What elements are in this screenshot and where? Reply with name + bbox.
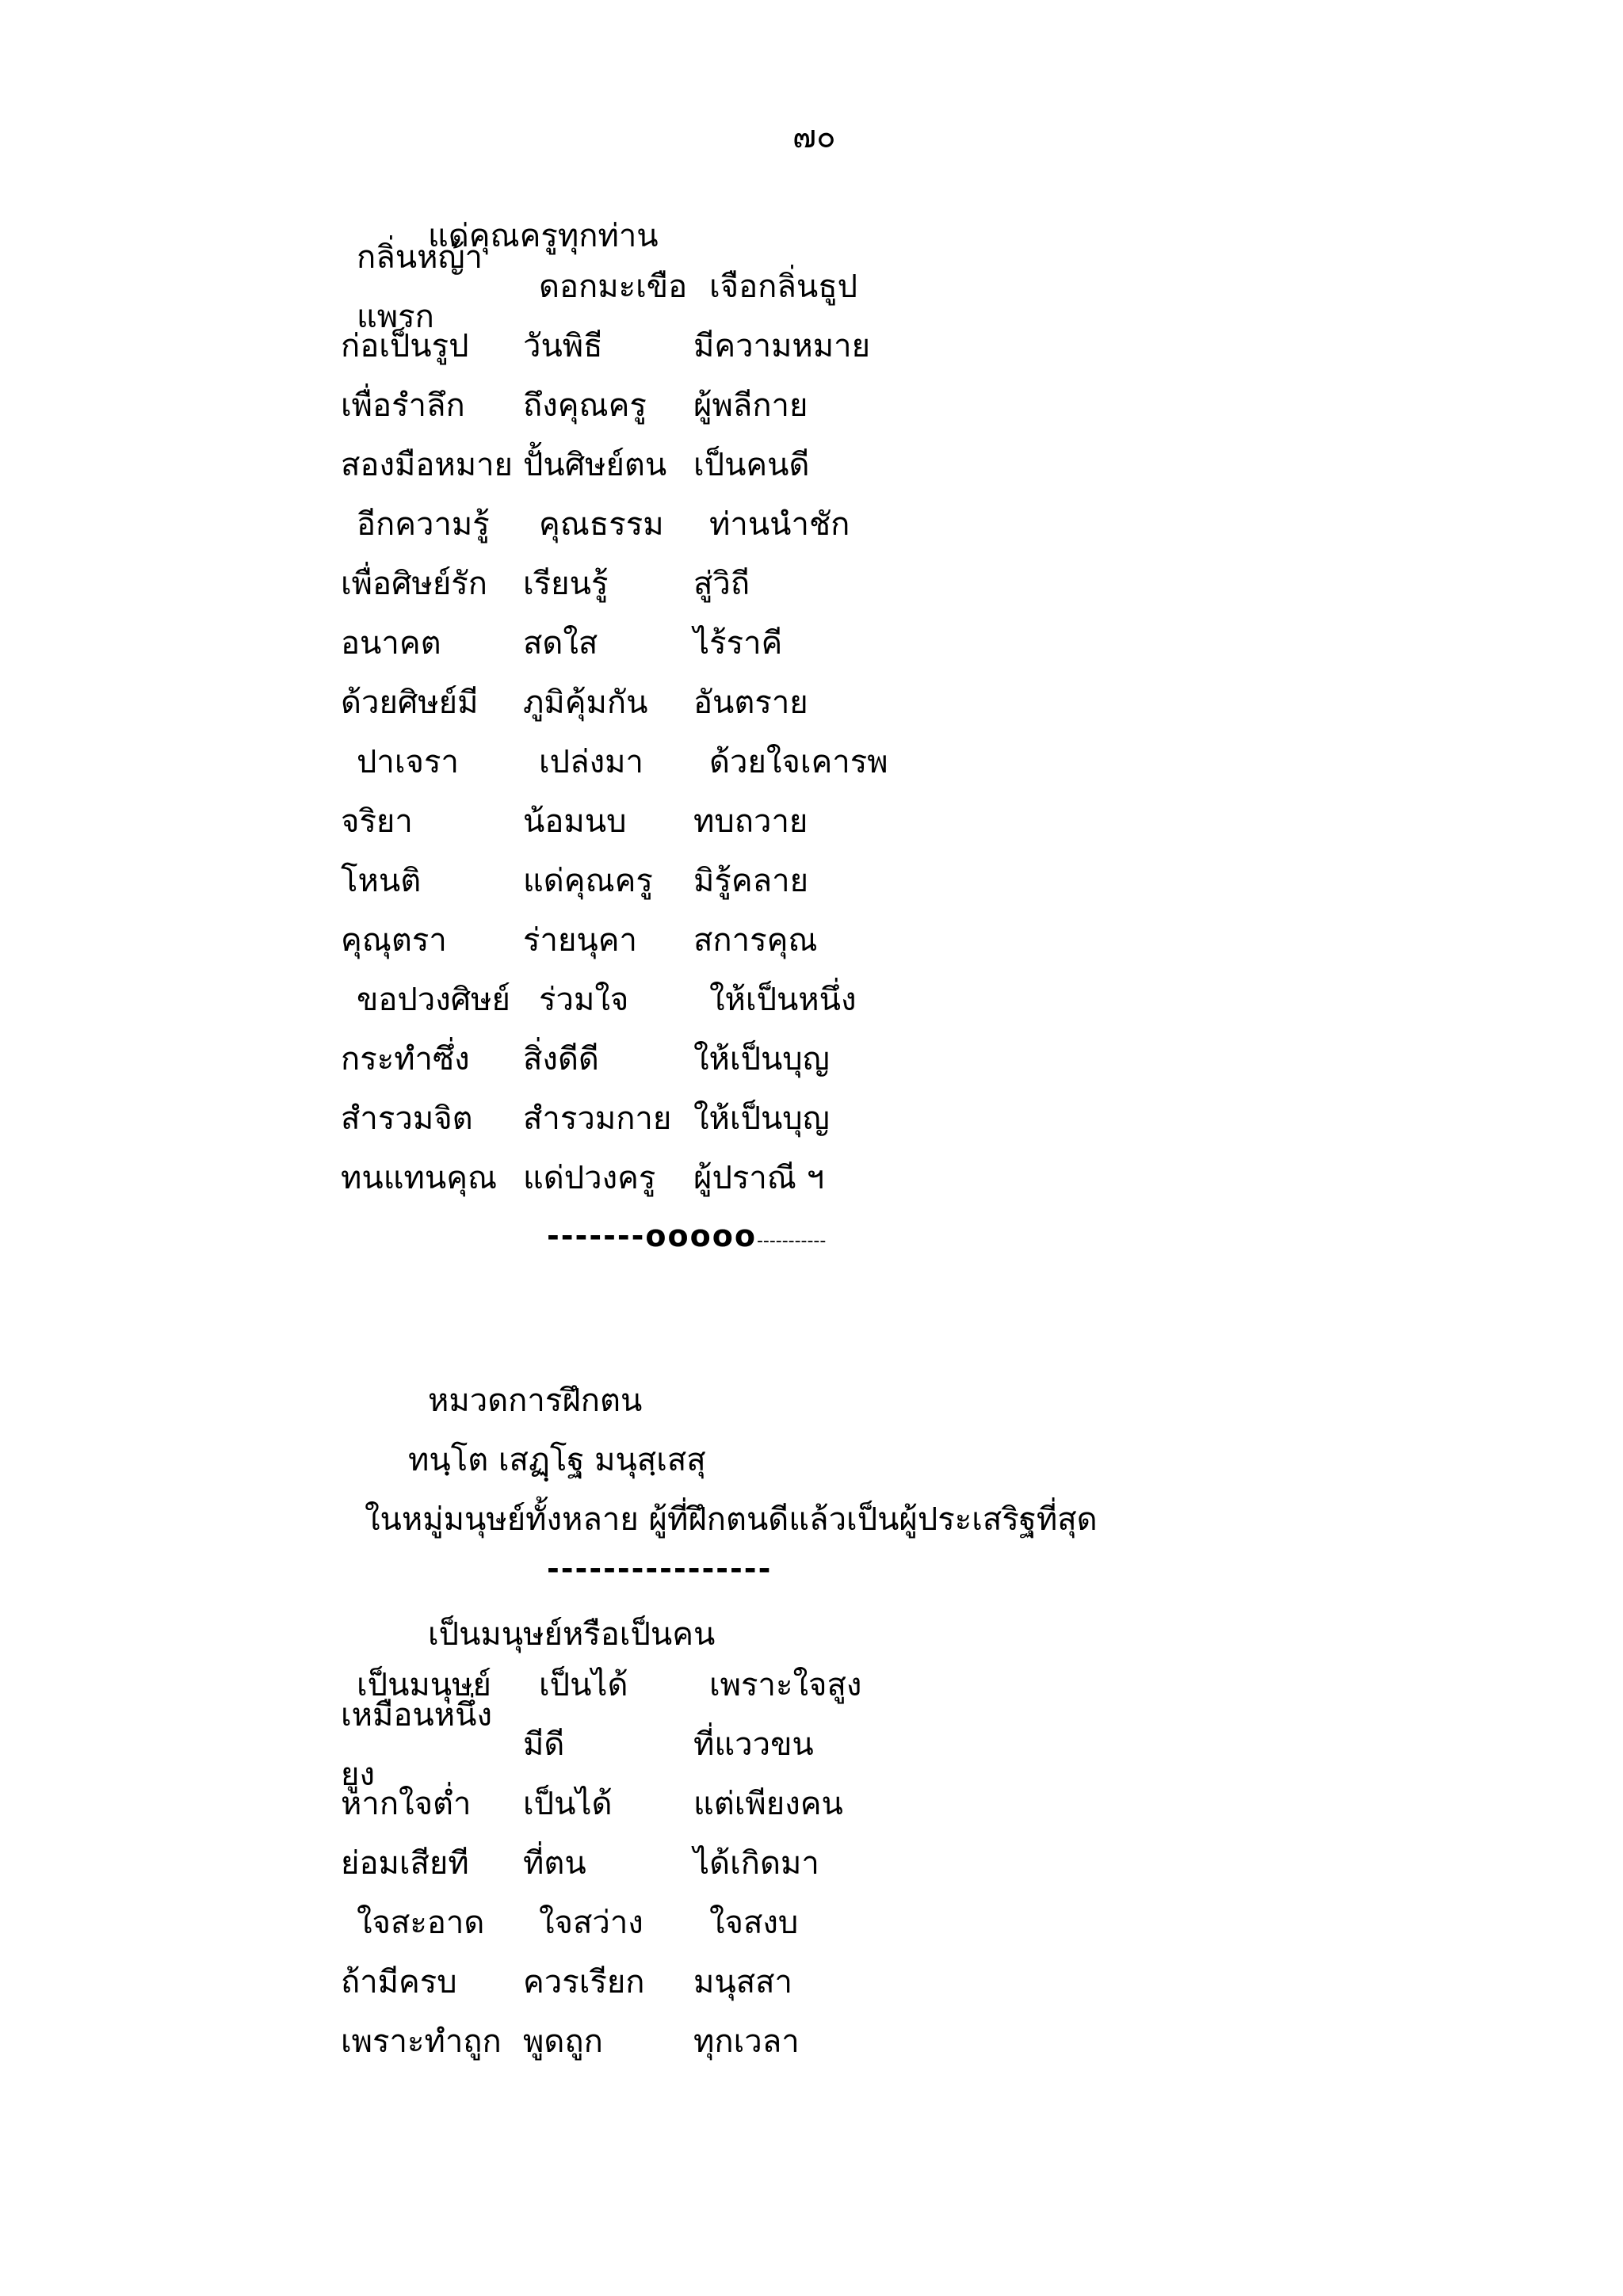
poem-title: แด่คุณครูทุกท่าน [428,218,659,254]
verse-phrase: คุณุตรา [341,922,447,959]
verse-phrase: ที่แววขน [693,1726,814,1763]
verse-phrase: ด้วยใจเคารพ [709,744,888,780]
poem-line [341,495,1292,555]
verse-phrase: อีกความรู้ [357,506,490,543]
verse-phrase: พูดถูก [523,2023,603,2060]
pali-motto: ทนฺโต เสฏฺโฐ มนุสฺเสสุ [408,1442,706,1478]
verse-phrase: เพื่อศิษย์รัก [341,566,487,602]
verse-phrase: ผู้ปราณี ฯ [693,1160,825,1196]
poem-line [341,911,1292,971]
verse-phrase: สิ่งดีดี [523,1041,599,1077]
verse-phrase: ที่ตน [523,1845,586,1882]
verse-phrase: สู่วิถี [693,566,750,602]
poem-line [341,1775,1292,1834]
verse-phrase: เป็นมนุษย์ [357,1667,491,1703]
verse-phrase: ไร้ราคี [693,625,783,662]
verse-phrase: ให้เป็นบุญ [693,1100,830,1137]
verse-phrase: มนุสสา [693,1964,792,2000]
verse-phrase: เพื่อรำลึก [341,387,465,424]
verse-phrase: แด่คุณครู [523,863,653,899]
verse-phrase: กระทำซึ่ง [341,1041,470,1077]
verse-phrase: อันตราย [693,685,808,721]
verse-phrase: เรียนรู้ [523,566,609,602]
poem-line [341,971,1292,1030]
verse-phrase: ร่ายนุคา [523,922,637,959]
verse-phrase: สดใส [523,625,598,662]
poem-line [341,1089,1292,1149]
verse-phrase: ย่อมเสียที [341,1845,469,1882]
verse-phrase: แต่เพียงคน [693,1786,843,1822]
motto-translation: ในหมู่มนุษย์ทั้งหลาย ผู้ที่ฝึกตนดีแล้วเป็นผู้ประเสริฐที่สุด [365,1501,1098,1538]
poem-line [341,436,1292,495]
verse-phrase: น้อมนบ [523,803,627,840]
verse-phrase: กลิ่นหญ้าแพรก [357,238,483,335]
poem-line [341,852,1292,911]
poem-line [341,792,1292,852]
poem-line [341,673,1292,733]
verse-phrase: ร่วมใจ [539,982,629,1018]
poem-line [341,614,1292,673]
verse-phrase: ถ้ามีครบ [341,1964,457,2000]
verse-phrase: มีความหมาย [693,328,871,364]
verse-phrase: แด่ปวงครู [523,1160,656,1196]
section-divider [547,1219,826,1253]
poem-line [341,1834,1292,1894]
verse-phrase: เปล่งมา [539,744,643,780]
verse-phrase: ทนแทนคุณ [341,1160,498,1196]
poem-line [341,555,1292,614]
poem-line [341,1149,1292,1208]
verse-phrase: เพราะใจสูง [709,1667,862,1703]
verse-phrase: จริยา [341,803,413,840]
verse-phrase: ก่อเป็นรูป [341,328,469,364]
verse-phrase: สการคุณ [693,922,818,959]
verse-phrase: ปาเจรา [357,744,459,780]
verse-phrase: ถึงคุณครู [523,387,647,424]
verse-phrase: ดอกมะเขือ [539,269,688,305]
verse-phrase: มีดี [523,1726,565,1763]
verse-phrase: ทบถวาย [693,803,808,840]
poem-line [341,238,1292,335]
verse-phrase: ภูมิคุ้มกัน [523,685,648,721]
verse-phrase: ผู้พลีกาย [693,387,808,424]
verse-phrase: สองมือหมาย [341,447,513,483]
verse-phrase: อนาคต [341,625,441,662]
verse-phrase: ขอปวงศิษย์ [357,982,510,1018]
verse-phrase: สำรวมจิต [341,1100,473,1137]
verse-phrase: สำรวมกาย [523,1100,672,1137]
poem-line [341,2012,1292,2072]
verse-phrase: เป็นคนดี [693,447,810,483]
poem-line [341,1894,1292,1953]
verse-phrase: มิรู้คลาย [693,863,809,899]
poem-body [341,1656,1292,2072]
poem-line [341,1030,1292,1089]
verse-phrase: เป็นได้ [539,1667,628,1703]
section-divider: ---------------- [547,1551,773,1586]
divider-main: -------ooooo [547,1219,757,1253]
divider-tail: ----------- [756,1231,827,1251]
verse-phrase: เหมือนหนึ่งยูง [341,1696,493,1793]
page-number: ๗๐ [792,119,836,155]
poem-line [341,376,1292,436]
verse-phrase: ท่านนำชัก [709,506,850,543]
poem-line [341,317,1292,376]
section-heading: หมวดการฝึกตน [428,1383,643,1419]
poem-title: เป็นมนุษย์หรือเป็นคน [428,1616,716,1653]
verse-phrase: เพราะทำถูก [341,2023,502,2060]
poem-line [341,1696,1292,1793]
verse-phrase: ใจสว่าง [539,1905,643,1941]
verse-phrase: หากใจต่ำ [341,1786,472,1822]
verse-phrase: คุณธรรม [539,506,664,543]
verse-phrase: ใจสะอาด [357,1905,485,1941]
verse-phrase: ได้เกิดมา [693,1845,819,1882]
verse-phrase: วันพิธี [523,328,603,364]
verse-phrase: เจือกลิ่นธูป [709,269,858,305]
verse-phrase: ให้เป็นหนึ่ง [709,982,857,1018]
poem-body [341,238,1292,1208]
verse-phrase: ด้วยศิษย์มี [341,685,479,721]
poem-line [341,1953,1292,2012]
verse-phrase: ให้เป็นบุญ [693,1041,830,1077]
verse-phrase: ควรเรียก [523,1964,645,2000]
verse-phrase: ทุกเวลา [693,2023,800,2060]
verse-phrase: เป็นได้ [523,1786,613,1822]
verse-phrase: ใจสงบ [709,1905,799,1941]
poem-line [341,733,1292,792]
verse-phrase: ปั้นศิษย์ตน [523,447,667,483]
verse-phrase: โหนติ [341,863,422,899]
